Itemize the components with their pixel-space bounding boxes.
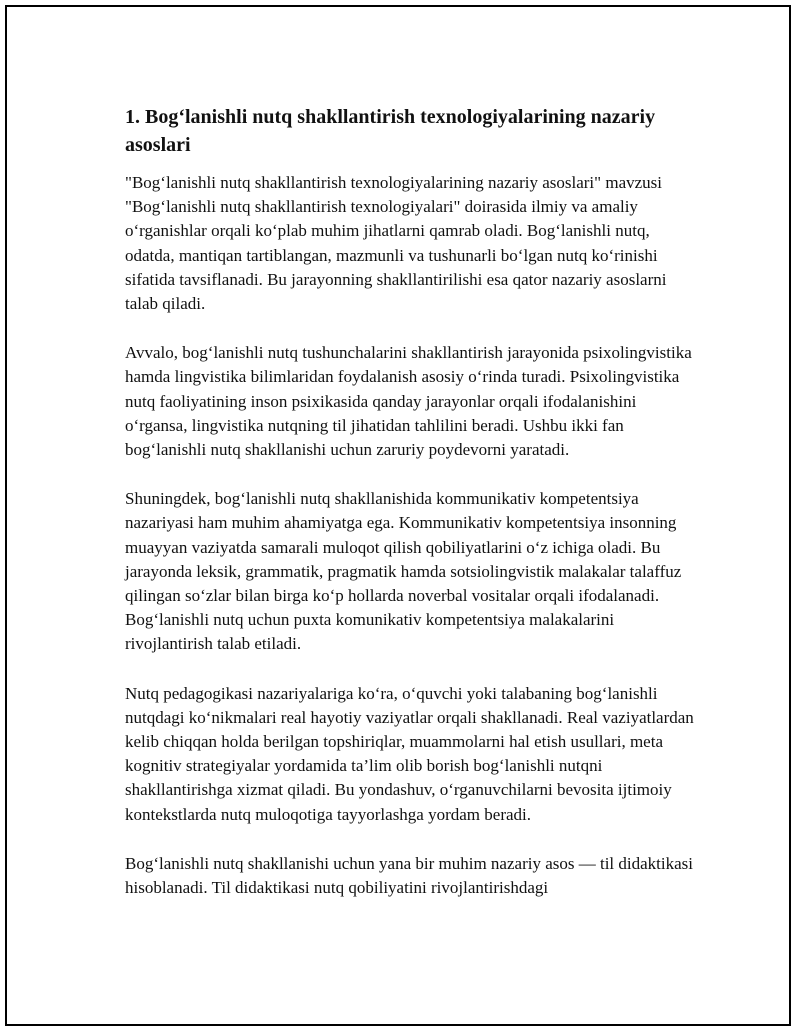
- page-frame: [5, 5, 791, 1026]
- paragraph-1: "Bog‘lanishli nutq shakllantirish texnologiyalarining nazariy asoslari" mavzusi "Bog‘lanishli nutq shakllantirish texnologiyalari" doirasida ilmiy va amaliy o‘rganishlar orqali ko‘plab muhim jihatlarni qamrab oladi. Bog‘lanishli nutq, odatda, mantiqan tartiblangan, mazmunli va tushunarli bo‘lgan nutq ko‘rinishi sifatida tavsiflanadi. Bu jarayonning shakllantirilishi esa qator nazariy asoslarni talab qiladi.: [125, 173, 667, 314]
- paragraph-3: Shuningdek, bog‘lanishli nutq shakllanishida kommunikativ kompetentsiya nazariyasi ham muhim ahamiyatga ega. Kommunikativ kompetentsiya insonning muayyan vaziyatda samarali muloqot qilish qobiliyatlarini o‘z ichiga oladi. Bu jarayonda leksik, grammatik, pragmatik hamda sotsiolingvistik malakalar talaffuz qilingan so‘zlar bilan birga ko‘p hollarda noverbal vositalar orqali ifodalanadi. Bog‘lanishli nutq uchun puxta komunikativ kompetentsiya malakalarini rivojlantirish talab etiladi.: [125, 489, 682, 654]
- paragraph-5: Bog‘lanishli nutq shakllanishi uchun yana bir muhim nazariy asos — til didaktikasi hisoblanadi. Til didaktikasi nutq qobiliyatini rivojlantirishdagi: [125, 853, 693, 898]
- paragraph-4: Nutq pedagogikasi nazariyalariga ko‘ra, o‘quvchi yoki talabaning bog‘lanishli nutqdagi ko‘nikmalari real hayotiy vaziyatlar orqali shakllanadi. Real vaziyatlardan kelib chiqqan holda berilgan topshiriqlar, muammolarni hal etish usullari, meta kognitiv strategiyalar yordamida ta’lim olib borish bog‘lanishli nutqni shakllantirishga xizmat qiladi. Bu yondashuv, o‘rganuvchilarni bevosita ijtimoiy kontekstlarda nutq muloqotiga tayyorlashga yordam beradi.: [125, 683, 694, 824]
- document-body: [119, 91, 699, 900]
- paragraph-2: Avvalo, bog‘lanishli nutq tushunchalarini shakllantirish jarayonida psixolingvistika hamda lingvistika bilimlaridan foydalanish asosiy o‘rinda turadi. Psixolingvistika nutq faoliyatining inson psixikasida qanday jarayonlar orqali ifodalanishini o‘rgansa, lingvistika nutqning til jihatidan tahlilini beradi. Ushbu ikki fan bog‘lanishli nutq shakllanishi uchun zaruriy poydevorni yaratadi.: [125, 343, 692, 460]
- section-heading: 1. Bog‘lanishli nutq shakllantirish texnologiyalarining nazariy asoslari: [125, 106, 656, 156]
